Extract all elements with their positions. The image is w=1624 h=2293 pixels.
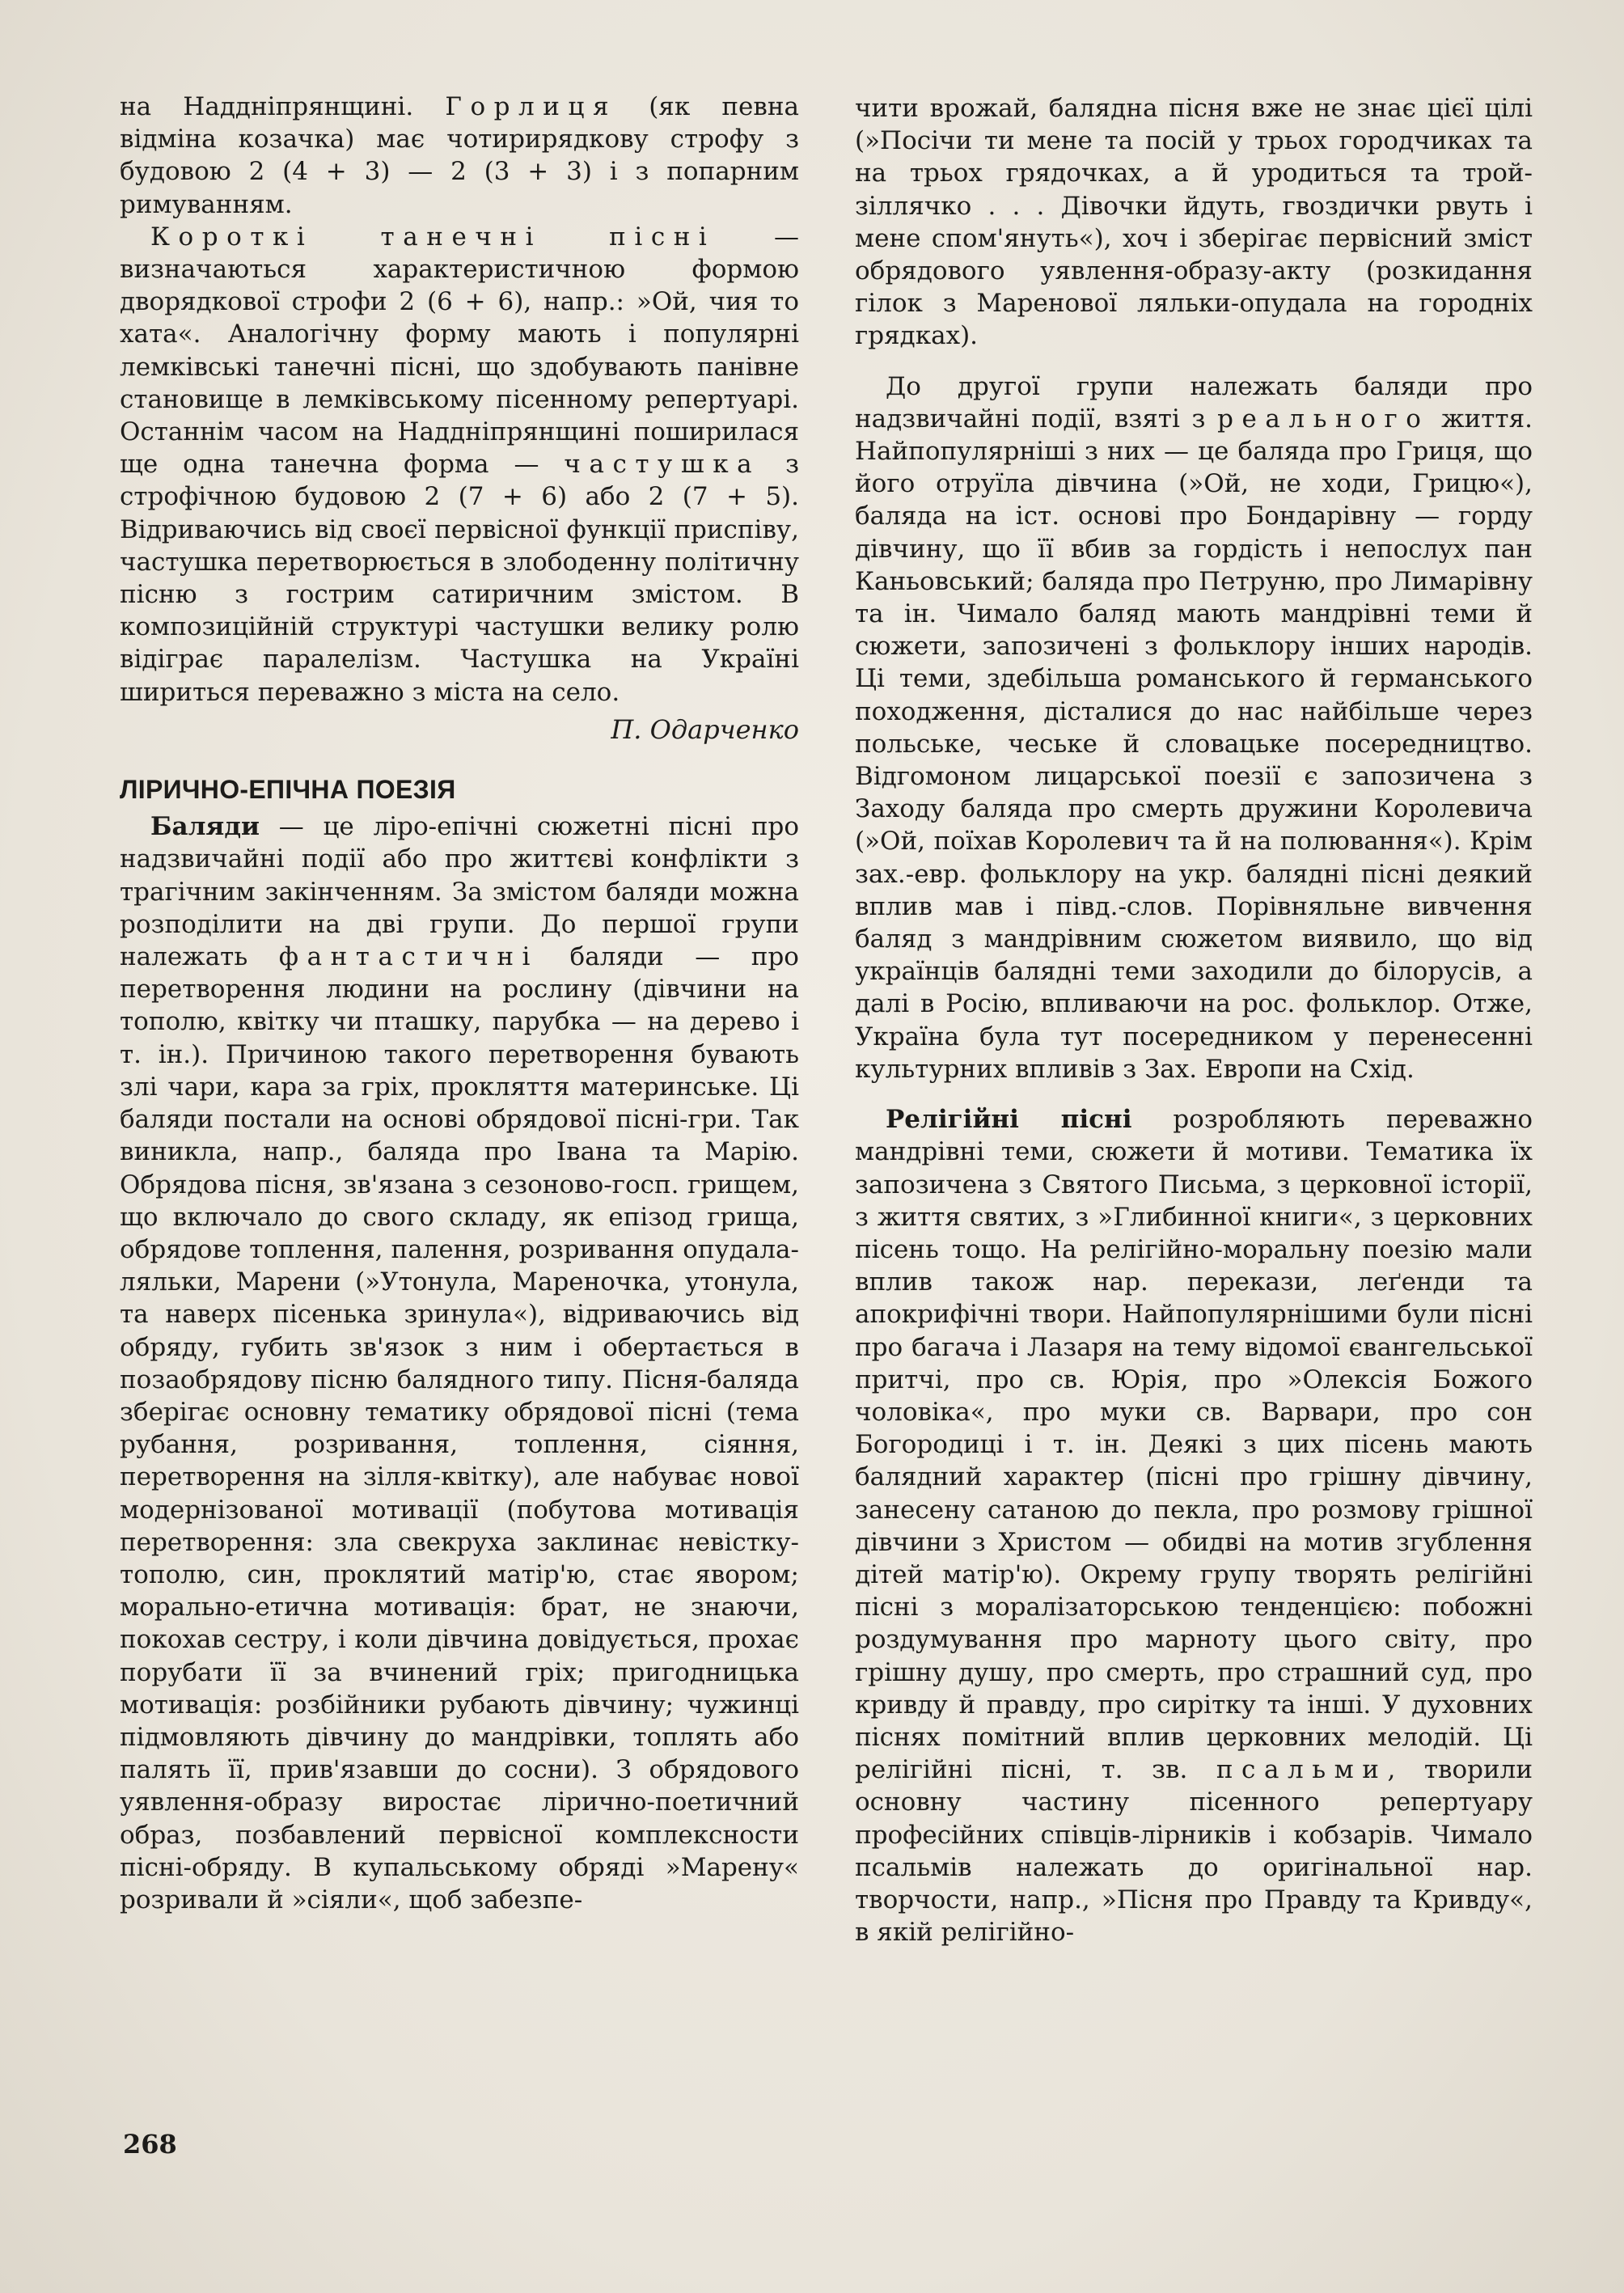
right-column (855, 92, 1533, 1948)
spaced-term-short-dance-songs: Короткі танечні пісні (150, 222, 716, 252)
paragraph-religious-songs (855, 1103, 1533, 1948)
text-run: , творили основну частину пісенного репертуару професійних співців-лірників і кобзарів. Чимало псальмів належать до оригінальної нар. творчости, напр., »Пісня про Правду та Кривду«, в якій релігійно- (855, 1755, 1533, 1948)
bold-term-ballads: Баляди (150, 812, 260, 842)
text-run: — це ліро-епічні сюжетні пісні про надзвичайні події або про життєві конфлікти з трагічним закінченням. За змістом баляди можна розподілити на дві групи. До першої групи належать (120, 812, 799, 972)
spaced-term-chastushka: частушка (564, 450, 761, 480)
text-run: баляди — про перетворення людини на рослину (дівчини на тополю, квітку чи пташку, парубка — на дерево і т. ін.). Причиною такого перетворення бувають злі чари, кара за гріх, прокляття материнське. Ці баляди постали на основі обрядової пісні-гри. Так виникла, напр., баляда про Івана та Марію. Обрядова пісня, зв'язана з сезоново-госп. грищем, що включало до свого складу, як епізод грища, обрядове топлення, палення, розривання опудала-ляльки, Марени (»Утонула, Мареночка, утонула, та наверх пісенька зринула«), відриваючись від обряду, губить зв'язок з ним і обертається в позаобрядову пісню балядного типу. Пісня-баляда зберігає основну тематику обрядової пісні (тема рубання, розривання, топлення, сіяння, перетворення на зілля-квітку), але набуває нової модернізованої мотивації (побутова мотивація перетворення: зла свекруха заклинає невістку-тополю, син, проклятий матір'ю, стає явором; морально-етична мотивація: брат, не знаючи, покохав сестру, і коли дівчина довідується, прохає порубати її за вчинений гріх; пригодницька мотивація: розбійники рубають дівчину; чужинці підмовляють дівчину до мандрівки, топлять або палять її, прив'язавши до сосни). З обрядового уявлення-образу виростає лірично-поетичний образ, позбавлений первісної комплексности пісні-обряду. В купальському обряді »Марену« розривали й »сіяли«, щоб забезпе- (120, 942, 799, 1914)
bold-term-religious-songs: Релігійні пісні (886, 1105, 1132, 1135)
paragraph-horlytsia (120, 91, 799, 221)
text-run: життя. Найпопулярніші з них — це баляда про Гриця, що його отруїла дівчина (»Ой, не ходи, Грицю«), баляда на іст. основі про Бондарівну — горду дівчину, що її вбив за гордість і непослух пан Каньовський; баляда про Петруню, про Лимарівну та ін. Чимало баляд мають мандрівні теми й сюжети, запозичені з фольклору інших народів. Ці теми, здебільша романського й германського походження, дісталися до нас найбільше через польське, чеське й словацьке посередництво. Відгомоном лицарської поезії є запозичена з Заходу баляда про смерть дружини Королевича (»Ой, поїхав Королевич та й на полювання«). Крім зах.-евр. фольклору на укр. балядні пісні деякий вплив мав і півд.-слов. Порівняльне вивчення баляд з мандрівним сюжетом виявило, що від українців балядні теми заходили до білорусів, а далі в Росію, впливаючи на рос. фольклор. Отже, Україна була тут посередником у перенесенні культурних впливів з Зах. Европи на Схід. (855, 404, 1533, 1084)
text-run: розробляють переважно мандрівні теми, сюжети й мотиви. Тематика їх запозичена з Святого Письма, з церковної історії, з життя святих, з »Глибинної книги«, з церковних пісень тощо. На релігійно-моральну поезію мали вплив також нар. перекази, леґенди та апокрифічні твори. Найпопулярнішими були пісні про багача і Лазаря на тему відомої євангельської притчі, про св. Юрія, про »Олексія Божого чоловіка«, про муки св. Варвари, про сон Богородиці і т. ін. Деякі з цих пісень мають балядний характер (пісні про грішну дівчину, занесену сатаною до пекла, про розмову грішної дівчини з Христом — обидві на мотив згублення дітей матір'ю). Окрему групу творять релігійні пісні з моралізаторською тенденцією: побожні роздумування про марноту цього світу, про грішну душу, про смерть, про страшний суд, про кривду й правду, про сирітку та інші. У духовних піснях помітний вплив церковних мелодій. Ці релігійні пісні, т. зв. (855, 1105, 1533, 1785)
text-run: на Наддніпрянщині. (120, 92, 446, 121)
author-signature: П. Одарченко (611, 713, 799, 745)
page-number: 268 (123, 2129, 177, 2160)
paragraph-dance-songs (120, 221, 799, 709)
left-column (120, 91, 799, 1916)
section-heading: ЛІРИЧНО-ЕПІЧНА ПОЕЗІЯ (120, 775, 456, 805)
text-run: з строфічною будовою 2 (7 + 6) або 2 (7 + 5). Відриваючись від своєї первісної функції приспіву, частушка перетворюється в злободенну політичну пісню з гострим сатиричним змістом. В композиційній структурі частушки велику ролю відіграє паралелізм. Частушка на Україні шириться переважно з міста на село. (120, 450, 799, 707)
paragraph-real-life-ballads (855, 370, 1533, 1085)
paragraph-ballads (120, 810, 799, 1916)
spaced-term-real: реального (1217, 404, 1430, 434)
text-run: — визначаються характеристичною формою дворядкової строфи 2 (6 + 6), напр.: »Ой, чия то хата«. Аналогічну форму мають і популярні лемківські танечні пісні, що здобувають панівне становище в лемківському пісенному репертуарі. Останнім часом на Наддніпрянщині поширилася ще одна танечна форма — (120, 222, 799, 480)
paragraph-ballads-continued: чити врожай, балядна пісня вже не знає цієї цілі (»Посічи ти мене та посій у трьох городчиках та на трьох грядочках, а й уродиться та трой-зіллячко . . . Дівочки йдуть, гвоздички рвуть і мене спом'януть«), хоч і зберігає первісний зміст обрядового уявлення-образу-акту (розкидання гілок з Маренової ляльки-опудала на городніх грядках). (855, 94, 1533, 351)
text-run: (як певна відміна козачка) має чотирирядкову строфу з будовою 2 (4 + 3) — 2 (3 + 3) і з попарним римуванням. (120, 92, 799, 219)
spaced-term-fantastic: фантастичні (278, 942, 539, 972)
text-run: До другої групи належать баляди про надзвичайні події, взяті з (855, 371, 1533, 434)
spaced-term-horlytsia: Горлиця (445, 92, 618, 121)
spaced-term-psalms: псальми (1216, 1755, 1388, 1785)
